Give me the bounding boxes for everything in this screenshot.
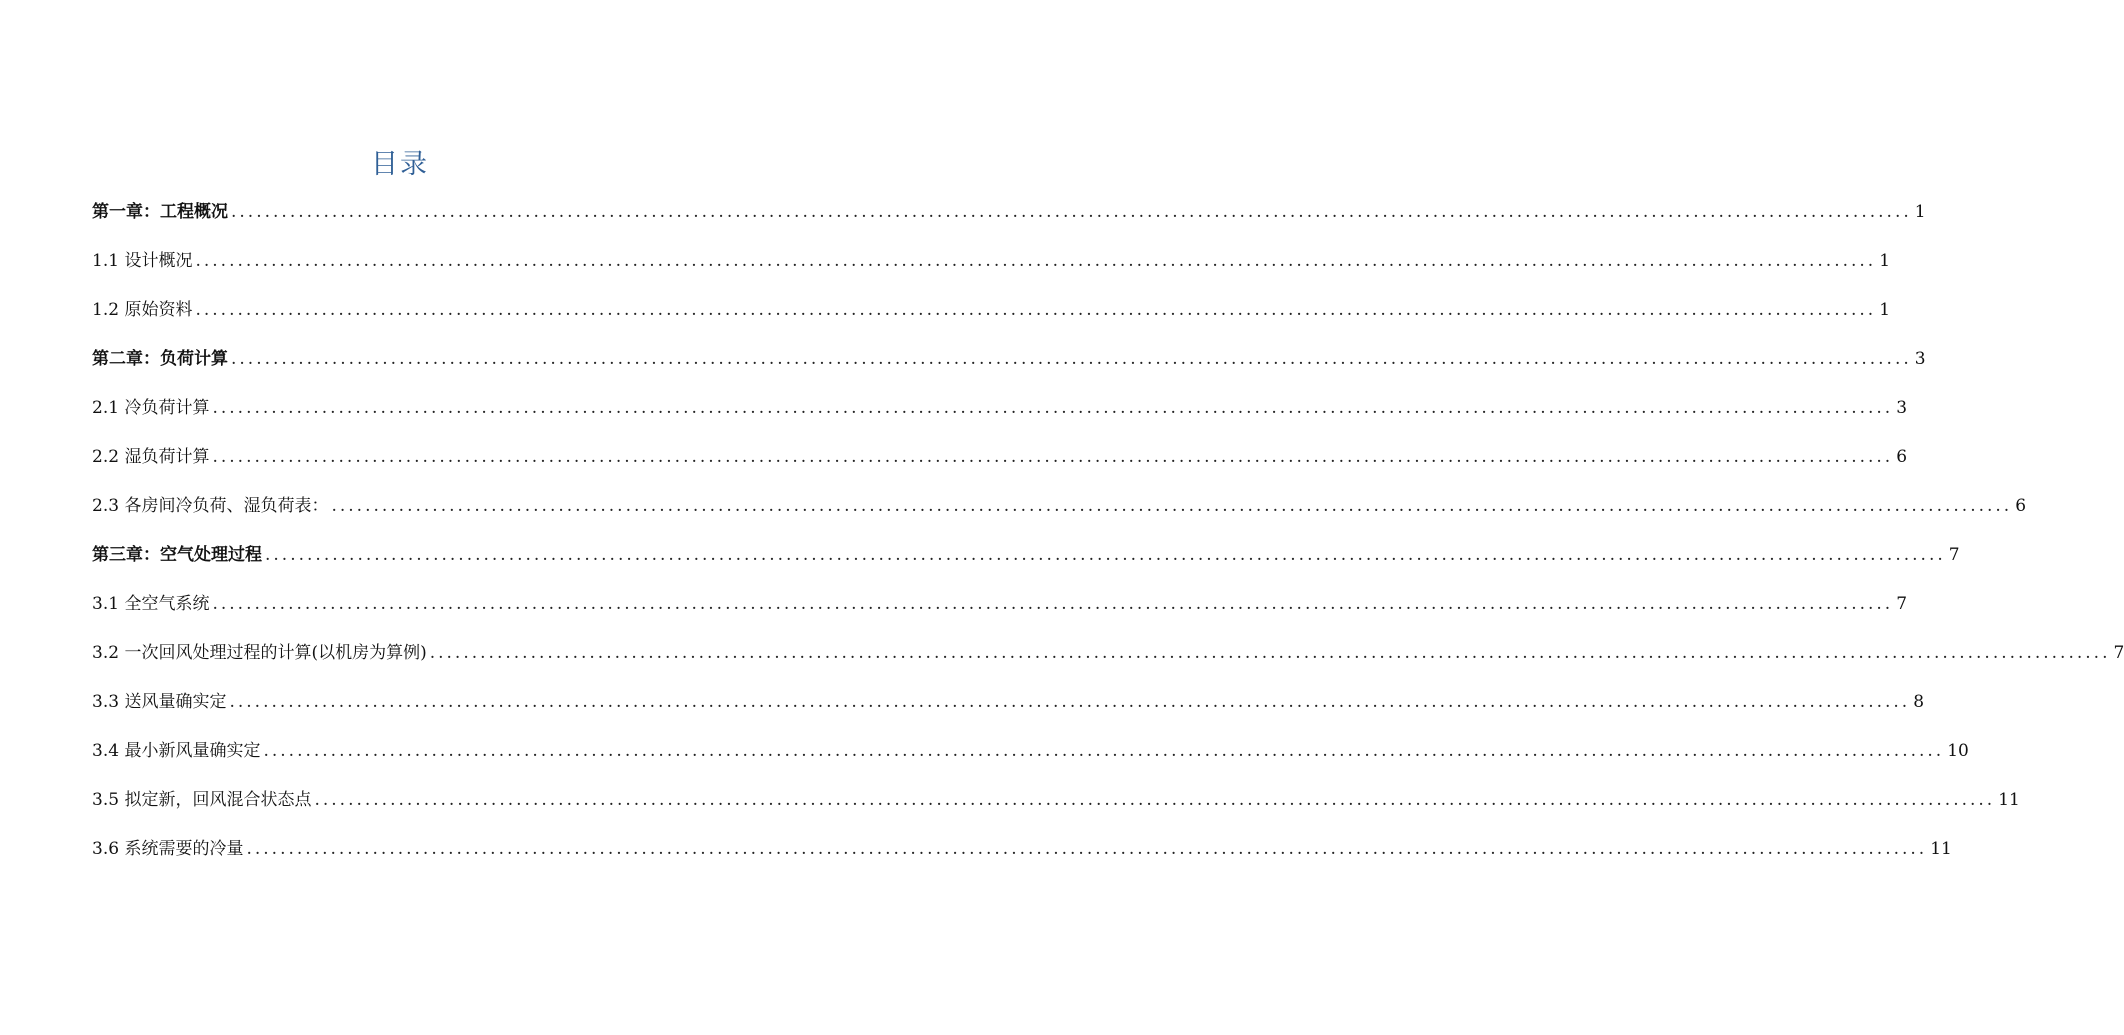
toc-entry[interactable] [92,727,1969,776]
toc-entry-label: 2.1 冷负荷计算 [92,398,210,418]
toc-entry-label: 第二章：负荷计算 [92,349,228,369]
toc-entry-label: 3.3 送风量确实定 [92,692,227,712]
toc-entry[interactable] [92,482,2027,531]
toc-entry-page: 3 [1896,398,1908,418]
toc-entry[interactable] [92,678,1925,727]
toc-entry-page: 6 [1896,447,1908,467]
toc-entry-label: 1.2 原始资料 [92,300,193,320]
toc-entry-label: 第三章：空气处理过程 [92,545,262,565]
dot-leader: ........................................................................................................................................................................................................ [212,398,1894,418]
toc-entry-label: 3.4 最小新风量确实定 [92,741,261,761]
toc-entry-label: 2.3 各房间冷负荷、湿负荷表： [92,496,329,516]
toc-entry-label: 1.1 设计概况 [92,251,193,271]
toc-entry-page: 7 [1948,545,1960,565]
toc-entry[interactable] [92,776,2020,825]
toc-entry[interactable] [92,188,1926,237]
toc-entry-page: 1 [1914,202,1926,222]
toc-entry-page: 1 [1879,251,1891,271]
dot-leader: ........................................................................................................................................................................................................ [314,790,1996,810]
toc-entry-page: 11 [1930,839,1952,859]
toc-entry[interactable] [92,384,1908,433]
toc-entry[interactable] [92,580,1908,629]
toc-entry-page: 11 [1998,790,2020,810]
toc-entry-label: 2.2 湿负荷计算 [92,447,210,467]
dot-leader: ........................................................................................................................................................................................................ [263,741,1945,761]
dot-leader: ........................................................................................................................................................................................................ [231,202,1912,222]
dot-leader: ........................................................................................................................................................................................................ [229,692,1911,712]
dot-leader: ........................................................................................................................................................................................................ [212,447,1894,467]
toc-entry-page: 10 [1947,741,1969,761]
toc-entry-label: 3.2 一次回风处理过程的计算(以机房为算例) [92,643,427,663]
toc-entry-page: 1 [1879,300,1891,320]
toc-entry[interactable] [92,531,1960,580]
dot-leader: ........................................................................................................................................................................................................ [212,594,1894,614]
toc-entry[interactable] [92,629,2124,678]
dot-leader: ........................................................................................................................................................................................................ [231,349,1912,369]
toc-title: 目录 [371,149,429,180]
toc-entry[interactable] [92,335,1926,384]
dot-leader: ........................................................................................................................................................................................................ [265,545,1946,565]
dot-leader: ........................................................................................................................................................................................................ [429,643,2111,663]
toc-entry-label: 3.6 系统需要的冷量 [92,839,244,859]
toc-entry-page: 8 [1913,692,1925,712]
toc-entry-page: 7 [1896,594,1908,614]
toc-entry-page: 7 [2113,643,2124,663]
table-of-contents [92,188,2124,874]
toc-entry-label: 3.1 全空气系统 [92,594,210,614]
dot-leader: ........................................................................................................................................................................................................ [331,496,2013,516]
toc-entry[interactable] [92,825,1952,874]
toc-entry-page: 6 [2015,496,2027,516]
dot-leader: ........................................................................................................................................................................................................ [195,251,1877,271]
toc-entry[interactable] [92,433,1908,482]
dot-leader: ........................................................................................................................................................................................................ [246,839,1928,859]
toc-entry-page: 3 [1914,349,1926,369]
toc-entry[interactable] [92,237,1891,286]
dot-leader: ........................................................................................................................................................................................................ [195,300,1877,320]
toc-entry-label: 第一章：工程概况 [92,202,228,222]
toc-entry-label: 3.5 拟定新，回风混合状态点 [92,790,312,810]
toc-entry[interactable] [92,286,1891,335]
